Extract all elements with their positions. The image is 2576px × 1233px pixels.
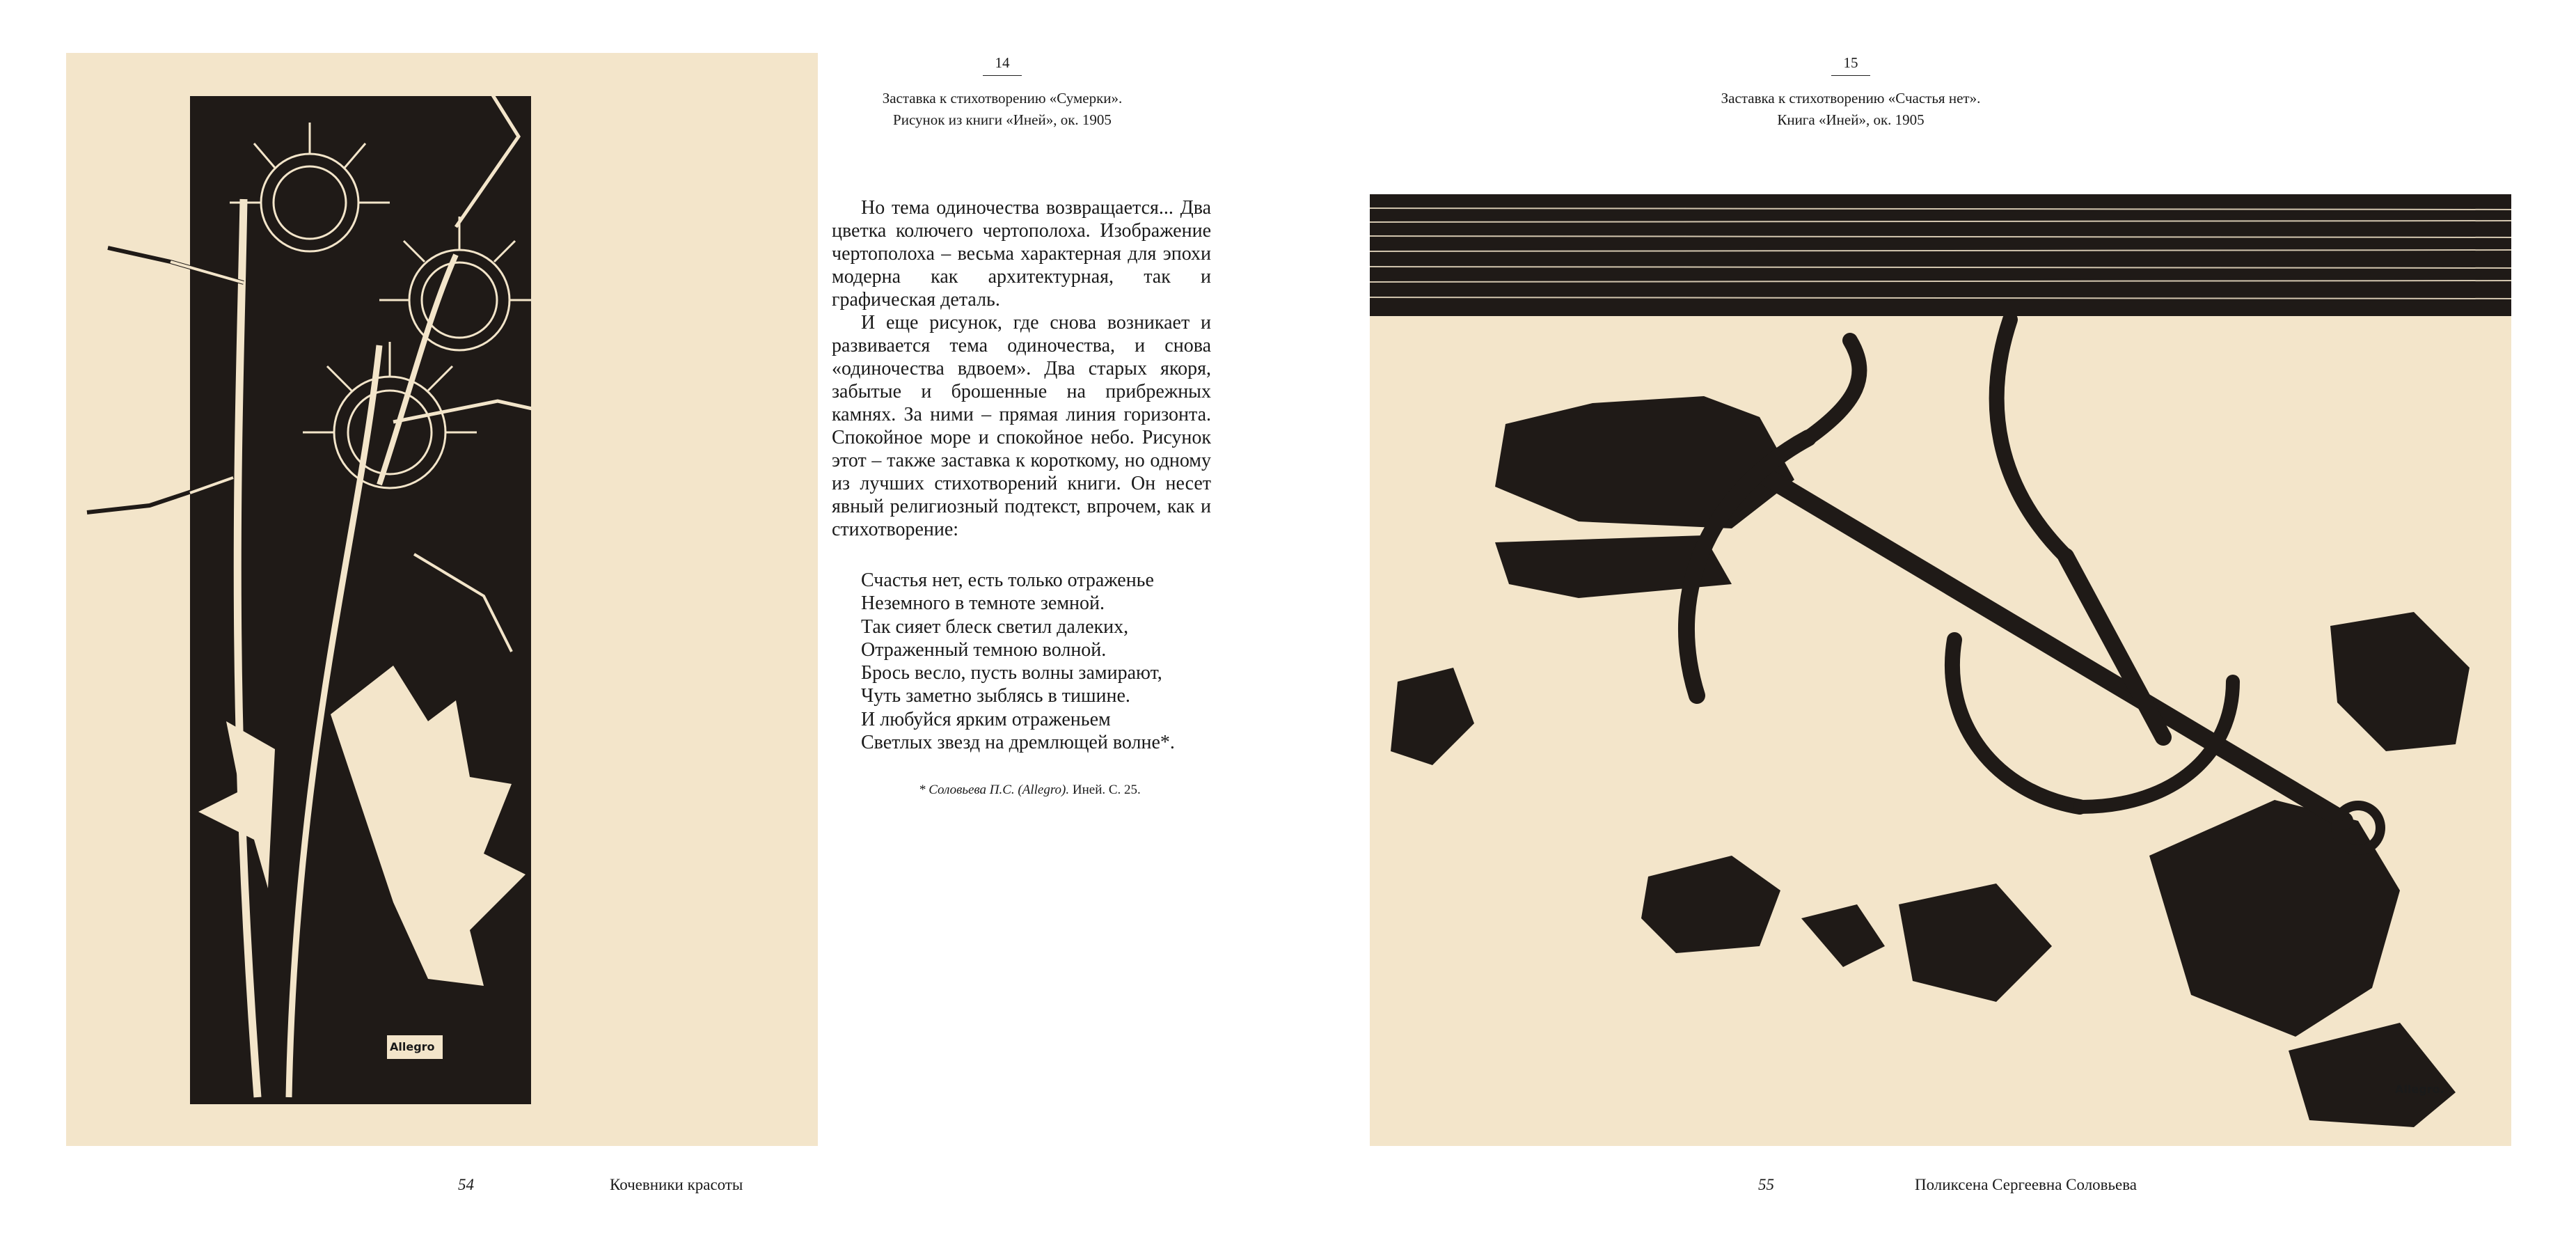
caption-line-2: Рисунок из книги «Иней», ок. 1905: [893, 111, 1112, 128]
poem-line: Так сияет блеск светил далеких,: [861, 615, 1129, 638]
thistle-artist-signature: Allegro: [390, 1040, 435, 1053]
figure-number-rule: [983, 75, 1022, 76]
poem-line: Счастья нет, есть только отраженье: [861, 570, 1154, 591]
body-paragraph-2: И еще рисунок, где снова возникает и развивается тема одиночества, и снова «одиночества вдвоем». Два старых якоря, забытые и брошенные на прибрежных камнях. За ними – прямая линия горизонта. Спокойное море и спокойное небо. Рисунок этот – также заставка к короткому, но одному из лучших стихотворений книги. Он несет явный религиозный подтекст, впрочем, как и стихотворение:: [832, 312, 1211, 540]
footnote-source: Иней. С. 25.: [1072, 783, 1141, 797]
caption-line-2: Книга «Иней», ок. 1905: [1777, 111, 1925, 128]
thistle-drawing: [66, 53, 818, 1146]
anchors-illustration: [1370, 194, 2511, 1146]
thistle-illustration: [66, 53, 818, 1146]
right-page: [1288, 0, 2576, 1233]
running-title-right: Поликсена Сергеевна Соловьева: [1915, 1176, 2138, 1193]
figure-number-14: 14: [995, 54, 1010, 71]
body-text: [832, 196, 1211, 541]
footnote-author: * Соловьева П.С. (Allegro).: [919, 783, 1070, 797]
poem-line: Отраженный темною волной.: [861, 638, 1107, 661]
body-paragraph-1: Но тема одиночества возвращается... Два цветка колючего чертополоха. Изображение чертополоха – весьма характерная для эпохи модерна как архитектурная, так и графическая деталь.: [832, 197, 1211, 311]
poem-line: Светлых звезд на дремлющей волне*.: [861, 732, 1175, 754]
running-title-left: Кочевники красоты: [610, 1176, 743, 1193]
caption-line-1: Заставка к стихотворению «Сумерки».: [882, 90, 1123, 107]
figure-caption-14: [821, 88, 1183, 131]
folio-number-left: 54: [458, 1176, 474, 1193]
poem-line: Чуть заметно зыблясь в тишине.: [861, 685, 1130, 707]
poem-line: Брось весло, пусть волны замирают,: [861, 662, 1162, 684]
figure-number-rule: [1831, 75, 1870, 76]
footnote: [919, 781, 1267, 799]
anchors-artist-signature: Allegro.: [2395, 1083, 2444, 1096]
anchors-drawing: [1370, 194, 2511, 1146]
figure-caption-15: [1670, 88, 2032, 131]
figure-number-15: 15: [1843, 54, 1858, 71]
poem: [861, 569, 1223, 754]
poem-line: Неземного в темноте земной.: [861, 592, 1105, 615]
poem-line: И любуйся ярким отраженьем: [861, 708, 1111, 730]
caption-line-1: Заставка к стихотворению «Счастья нет».: [1721, 90, 1981, 107]
folio-number-right: 55: [1758, 1176, 1774, 1193]
